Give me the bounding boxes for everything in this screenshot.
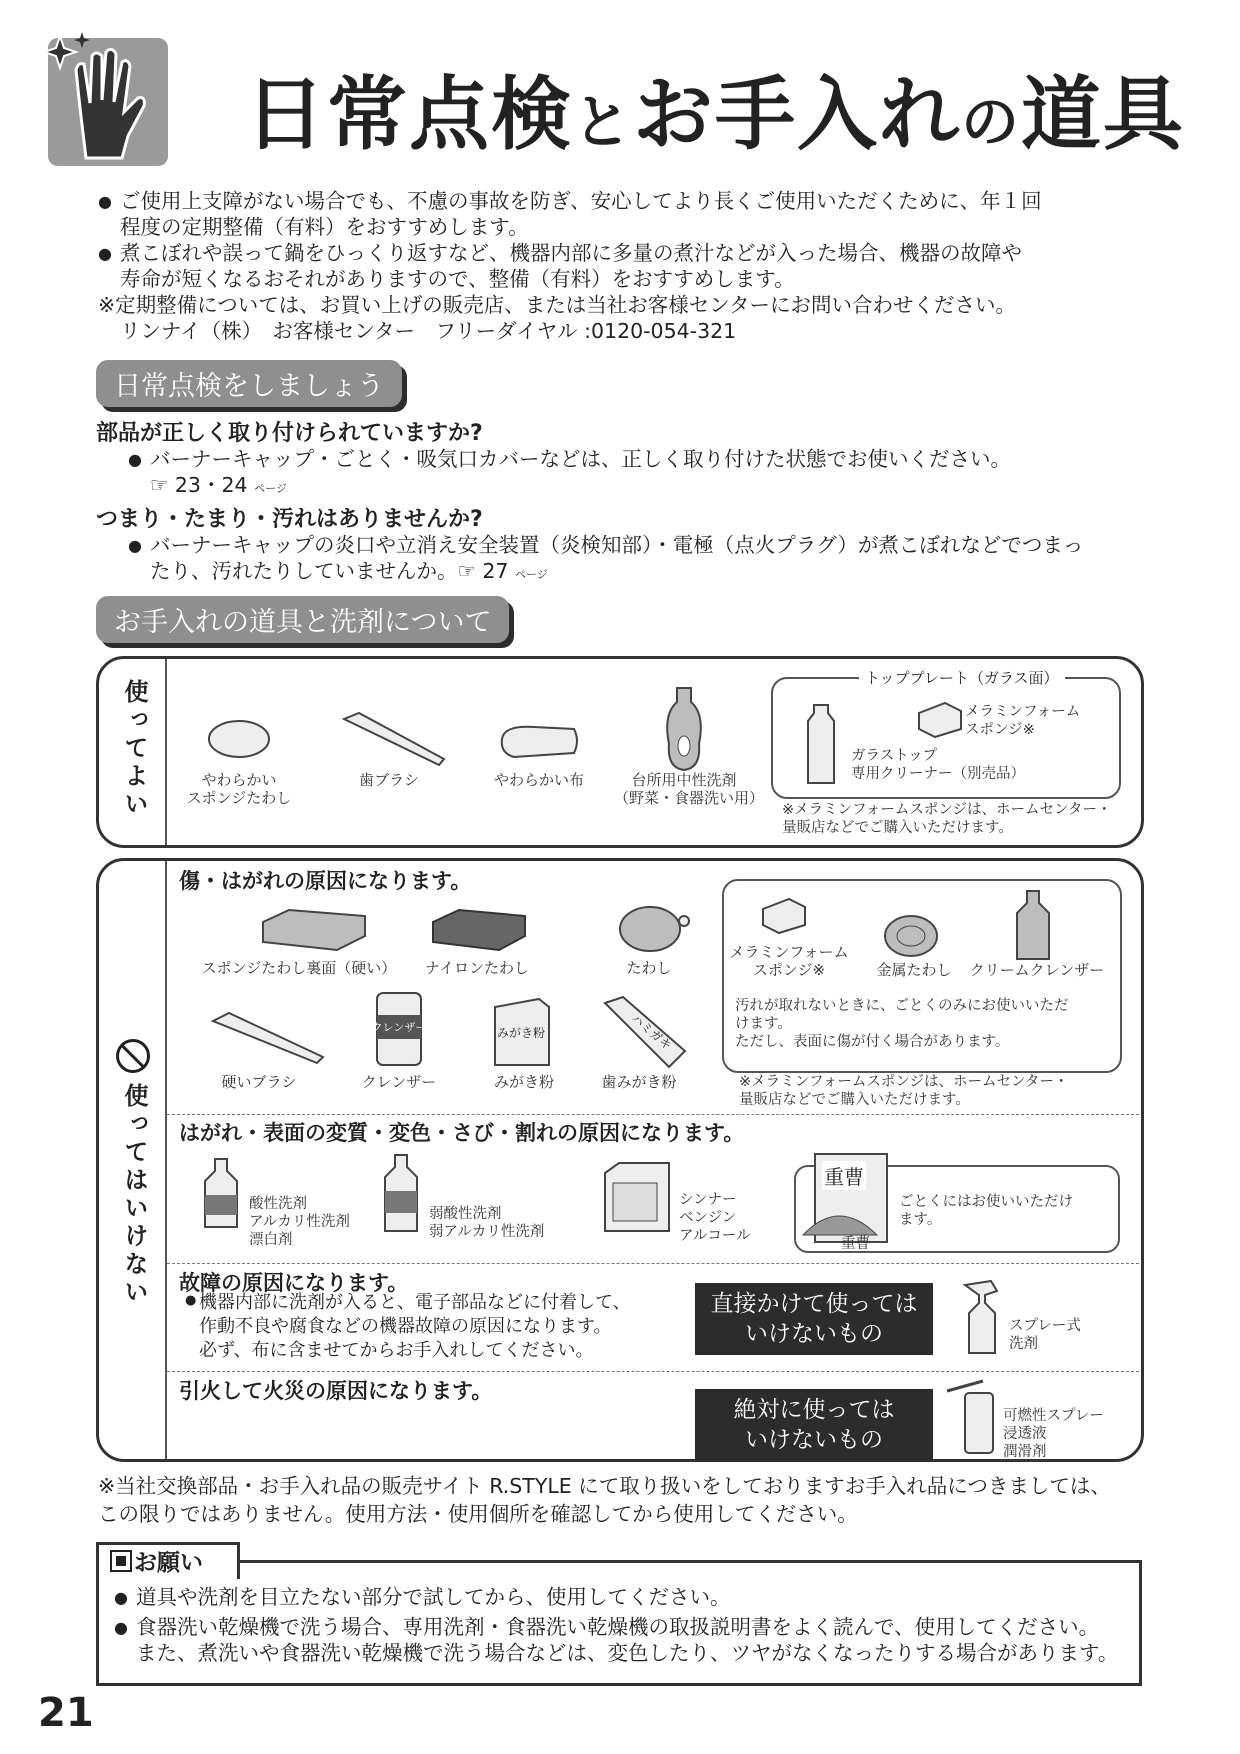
warning-square-icon [110, 1550, 132, 1572]
dish-detergent-icon [659, 684, 709, 774]
prohibited-icon [116, 1039, 150, 1073]
question-2: つまり・たまり・汚れはありませんか? [96, 507, 483, 532]
request-item-1: ● 道具や洗剤を目立たない部分で試してから、使用してください。 [136, 1584, 731, 1610]
spray-detergent-icon [961, 1277, 1005, 1357]
ok-item-detergent: 台所用中性洗剤 （野菜・食器洗い用） [614, 771, 765, 807]
melamine-sponge-icon [759, 895, 809, 935]
ok-tools-panel [96, 656, 1144, 848]
cream-cleanser-icon [1011, 887, 1055, 963]
hard-brush-icon [209, 1007, 329, 1067]
top-plate-cleaner-label: ガラストップ 専用クリーナー（別売品） [851, 748, 1025, 782]
ok-note: ※メラミンフォームスポンジは、ホームセンター・ 量販店などでご購入いただけます。 [782, 802, 1112, 836]
acid-detergent-icon [199, 1155, 243, 1231]
ng-item-scrub-brush: たわし [626, 959, 672, 977]
ng-section-3-text: 機器内部に洗剤が入ると、電子部品などに付着して、 作動不良や腐食などの機器故障の原因になります。 必ず、布に含ませてからお手入れしてください。 [199, 1292, 631, 1361]
polishing-powder-icon [489, 993, 555, 1069]
bullet: ● [185, 1293, 197, 1308]
page-title: 日常点検とお手入れの道具 [245, 67, 1186, 161]
section-heading-tools: お手入れの道具と洗剤について [96, 596, 509, 643]
svg-text:ハミガキ: ハミガキ [628, 1011, 675, 1053]
footnote: ※当社交換部品・お手入れ品の販売サイト R.STYLE にて取り扱いをしておりますお手入れ品につきましては、 この限りではありません。使用方法・使用個所を確認してから使用してください。 [98, 1474, 1111, 1526]
ng-section-4-box: 絶対に使っては いけないもの [695, 1389, 933, 1461]
intro-bullet-2: ● 煮こぼれや誤って鍋をひっくり返すなど、機器内部に多量の煮汁などが入った場合、機器の故障や 寿命が短くなるおそれがありますので、整備（有料）をおすすめします。 [120, 240, 1022, 292]
ng-s2-item-acid: 酸性洗剤 アルカリ性洗剤 漂白剤 [249, 1196, 350, 1248]
ng-item-toothpaste: 歯みがき粉 [601, 1073, 677, 1091]
ng-s2-item-weak-acid: 弱酸性洗剤 弱アルカリ性洗剤 [429, 1206, 545, 1240]
ng-section-4-title: 引火して火災の原因になります。 [179, 1379, 493, 1403]
intro-note: ※定期整備については、お買い上げの販売店、または当社お客様センターにお問い合わせください。 リンナイ（株） お客様センター フリーダイヤル :0120-054-321 [98, 293, 1016, 343]
sponge-back-icon [259, 906, 369, 956]
section-heading-daily-check: 日常点検をしましょう [96, 360, 402, 407]
ng-section-2-title: はがれ・表面の変質・変色・さび・割れの原因になります。 [179, 1121, 745, 1145]
solvent-can-icon [599, 1159, 673, 1235]
soda-note: ごとくにはお使いいただけ ます。 [899, 1194, 1073, 1228]
ng-s1-note: ※メラミンフォームスポンジは、ホームセンター・ 量販店などでご購入いただけます。 [739, 1074, 1069, 1108]
ng-box-cream-cleanser: クリームクレンザー [969, 961, 1105, 979]
ng-item-cleanser: クレンザー [361, 1073, 437, 1091]
soda-caption: 重曹 [841, 1236, 870, 1252]
ng-section-1-title: 傷・はがれの原因になります。 [179, 869, 472, 893]
ng-section-3-title: 故障の原因になります。 [179, 1271, 409, 1295]
ng-box-steel-wool: 金属たわし [876, 961, 952, 979]
soda-pile-icon [799, 1201, 879, 1237]
ok-item-cloth: やわらかい布 [493, 771, 584, 789]
ok-item-sponge: やわらかい スポンジたわし [186, 771, 292, 807]
cleanser-can-icon [371, 987, 427, 1069]
soft-cloth-icon [494, 719, 584, 764]
ng-s2-item-solvent: シンナー ベンジン アルコール [679, 1192, 751, 1244]
weak-acid-detergent-icon [379, 1151, 423, 1235]
toothbrush-icon [339, 709, 449, 769]
svg-text:クレンザー: クレンザー [371, 1021, 427, 1034]
ng-s3-item: スプレー式 洗剤 [1009, 1318, 1081, 1352]
steel-wool-icon [881, 911, 941, 961]
ng-s4-item: 可燃性スプレー 浸透液 潤滑剤 [1003, 1408, 1104, 1460]
nylon-scrubber-icon [429, 906, 529, 956]
ng-label: 使ってはいけない [120, 1083, 148, 1307]
hand-logo-icon [40, 28, 175, 176]
svg-text:みがき粉: みがき粉 [496, 1026, 546, 1040]
scrub-brush-icon [614, 899, 694, 954]
ng-box-note: 汚れが取れないときに、ごとくのみにお使いいただ けます。 ただし、表面に傷が付く場合があります。 [735, 998, 1069, 1050]
ng-item-powder: みがき粉 [493, 1073, 554, 1091]
toothpaste-icon [599, 993, 689, 1073]
intro-bullet-1: ● ご使用上支障がない場合でも、不慮の事故を防ぎ、安心してより長くご使用いただくために、年１回 程度の定期整備（有料）をおすすめします。 [120, 188, 1042, 240]
top-plate-title: トッププレート（ガラス面） [859, 667, 1065, 688]
ng-box-melamine: メラミンフォーム スポンジ※ [729, 943, 849, 979]
ng-item-nylon: ナイロンたわし [425, 959, 529, 977]
ok-item-toothbrush: 歯ブラシ [358, 771, 419, 789]
ng-section-3-box: 直接かけて使っては いけないもの [695, 1283, 933, 1355]
question-1-text: ● バーナーキャップ・ごとく・吸気口カバーなどは、正しく取り付けた状態でお使いください。 ☞ 23・24 ページ [150, 446, 1011, 502]
question-2-text: ● バーナーキャップの炎口や立消え安全装置（炎検知部）・電極（点火プラグ）が煮こぼれなどでつまっ たり、汚れたりしていませんか。☞ 27 ページ [150, 532, 1083, 588]
request-item-2: ● 食器洗い乾燥機で洗う場合、専用洗剤・食器洗い乾燥機の取扱説明書をよく読んで、使用してください。 また、煮洗いや食器洗い乾燥機で洗う場合などは、変色したり、ツヤがなくなったりする場合があります。 [136, 1614, 1118, 1666]
soda-pack-label: 重曹 [822, 1161, 866, 1190]
ok-label: 使ってよい [120, 679, 148, 819]
question-1: 部品が正しく取り付けられていますか? [96, 421, 483, 446]
top-plate-melamine-label: メラミンフォーム スポンジ※ [965, 704, 1081, 738]
soft-sponge-icon [204, 714, 274, 764]
ng-item-sponge-back: スポンジたわし裏面（硬い） [201, 959, 397, 977]
flammable-spray-icon [943, 1377, 1003, 1457]
request-label: お願い [134, 1550, 203, 1576]
glass-cleaner-icon [804, 699, 838, 789]
melamine-sponge-icon [915, 699, 965, 739]
ng-tools-panel [96, 858, 1144, 1462]
page-number: 21 [38, 1690, 94, 1736]
ng-item-hard-brush: 硬いブラシ [221, 1073, 297, 1091]
